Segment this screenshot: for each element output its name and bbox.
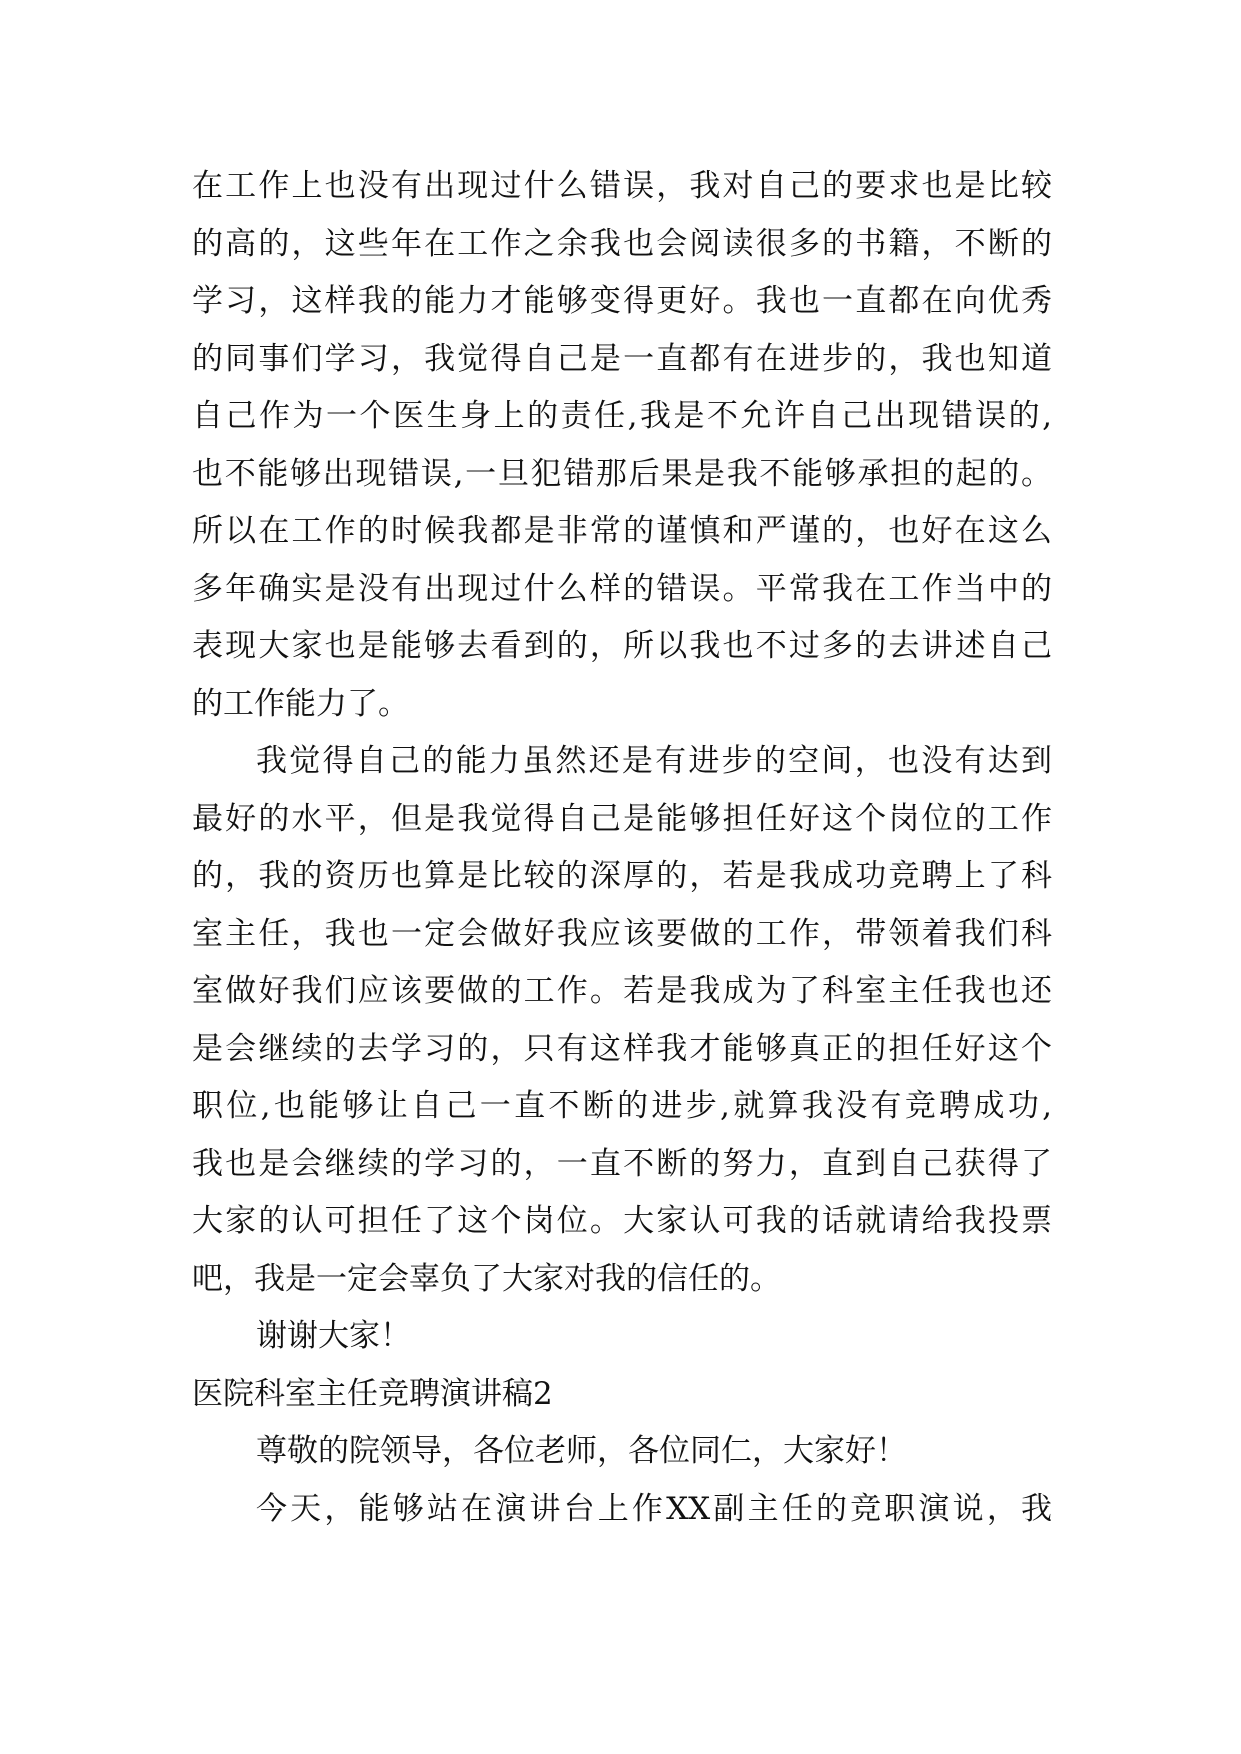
body-line: 最好的水平，但是我觉得自己是能够担任好这个岗位的工作 [192,800,1052,837]
body-line: 室做好我们应该要做的工作。若是我成为了科室主任我也还 [192,973,1052,1009]
body-line: 的高的，这些年在工作之余我也会阅读很多的书籍，不断的 [192,225,1052,262]
body-line: 多年确实是没有出现过什么样的错误。平常我在工作当中的 [192,570,1052,607]
body-line: 在工作上也没有出现过什么错误，我对自己的要求也是比较 [192,168,1052,204]
body-line: 大家的认可担任了这个岗位。大家认可我的话就请给我投票 [192,1203,1052,1239]
body-line: 今天，能够站在演讲台上作XX副主任的竞职演说，我 [256,1490,1052,1527]
body-line: 所以在工作的时候我都是非常的谨慎和严谨的，也好在这么 [192,513,1052,549]
body-line: 表现大家也是能够去看到的，所以我也不过多的去讲述自己 [192,628,1052,664]
body-line: 我觉得自己的能力虽然还是有进步的空间，也没有达到 [256,743,1052,779]
body-line: 我也是会继续的学习的，一直不断的努力，直到自己获得了 [192,1145,1052,1182]
body-line: 学习，这样我的能力才能够变得更好。我也一直都在向优秀 [192,283,1052,319]
body-line: 自己作为一个医生身上的责任,我是不允许自己出现错误的, [192,398,1052,434]
body-line: 职位,也能够让自己一直不断的进步,就算我没有竞聘成功, [192,1088,1052,1124]
body-line: 也不能够出现错误,一旦犯错那后果是我不能够承担的起的。 [192,455,1052,492]
section-title: 医院科室主任竞聘演讲稿2 [192,1375,553,1412]
body-line: 的，我的资历也算是比较的深厚的，若是我成功竞聘上了科 [192,858,1052,894]
body-line: 吧，我是一定会辜负了大家对我的信任的。 [192,1260,781,1297]
body-line: 的工作能力了。 [192,685,409,722]
body-line: 是会继续的去学习的，只有这样我才能够真正的担任好这个 [192,1030,1052,1067]
body-line: 室主任，我也一定会做好我应该要做的工作，带领着我们科 [192,915,1052,952]
body-line: 的同事们学习，我觉得自己是一直都有在进步的，我也知道 [192,340,1052,377]
thanks-line: 谢谢大家！ [256,1318,411,1354]
greeting-line: 尊敬的院领导，各位老师，各位同仁，大家好！ [256,1433,907,1469]
document-body [192,158,1052,1538]
